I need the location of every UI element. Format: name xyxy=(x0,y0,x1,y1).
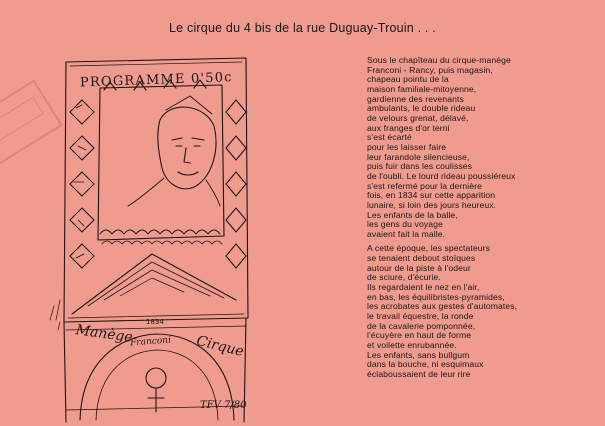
figure xyxy=(146,368,166,412)
sign-year: 1834 xyxy=(146,318,164,326)
poem-line: l'écuyère en haut de forme xyxy=(367,330,472,341)
poem-line: chapeau pointu de la xyxy=(367,74,449,85)
sign-manege: Manège xyxy=(74,322,134,346)
poem-line: Les enfants de la balle, xyxy=(367,209,458,220)
poem-line: s'est refermé pour la dernière xyxy=(367,180,482,191)
poem-line: ambulants, le double rideau xyxy=(367,103,476,114)
poem-line: le travail équestre, la ronde xyxy=(367,311,474,322)
poem-line: pour les laisser faire xyxy=(367,141,447,152)
poem-paragraph-1 xyxy=(367,56,599,239)
poem-line: éclaboussaient de leur rire xyxy=(367,369,471,379)
poem-line: Franconi - Rancy, puis magasin, xyxy=(367,64,493,75)
poem-line: de velours grenat, délavé, xyxy=(367,112,469,123)
poem-line: dans la bouche, ni esquimaux xyxy=(367,359,484,370)
poem-line: de l'oubli. Le lourd rideau poussiéreux xyxy=(367,170,516,181)
left-column-diamonds xyxy=(70,100,94,268)
poem-text xyxy=(367,56,599,380)
poem-line: et voilette enrubannée. xyxy=(367,340,457,351)
frame-outer xyxy=(64,58,248,322)
curtain-fringe xyxy=(100,230,220,234)
poem-line: fois, en 1834 sur cette apparition xyxy=(367,190,496,201)
sign-cirque: Cirque xyxy=(194,332,246,361)
poem-line: leur farandole silencieuse, xyxy=(367,151,470,162)
poem-line: les gens du voyage xyxy=(367,219,443,230)
right-column-diamonds xyxy=(226,100,246,268)
poem-line: puis fuir dans les coulisses xyxy=(367,161,473,172)
poem-line: lunaire, si loin des jours heureux. xyxy=(367,199,497,210)
poem-line: avaient fait la malle. xyxy=(367,228,446,239)
poem-line: gardienne des revenants xyxy=(367,93,464,104)
poem-line: aux franges d'or terni xyxy=(367,122,450,133)
poem-line: les acrobates aux gestes d'automates, xyxy=(367,301,518,312)
poem-line: A cette époque, les spectateurs xyxy=(367,243,491,254)
sign-franconi: Franconi xyxy=(129,335,172,349)
poem-line: de la cavalerie pomponnée, xyxy=(367,320,476,331)
poem-paragraph-2 xyxy=(367,244,599,379)
poem-line: de sciure, d'écurie. xyxy=(367,272,441,283)
poem-line: maison familiale-mitoyenne, xyxy=(367,83,477,94)
banner-text: PROGRAMME 0'50c xyxy=(79,70,233,91)
poem-line: en bas, les équilibristes-pyramides, xyxy=(367,291,505,302)
poem-line: Ils regardaient le nez en l'air, xyxy=(367,282,480,293)
poem-line: se tenaient debout stoïques xyxy=(367,253,476,264)
poem-line: Les enfants, sans bullgum xyxy=(367,349,470,360)
poem-line: Sous le chapîteau du cirque-manège xyxy=(367,55,511,65)
artist-signature: TFV 7/80 xyxy=(200,400,247,411)
poem-line: autour de la piste à l'odeur xyxy=(367,262,471,273)
page-title: Le cirque du 4 bis de la rue Duguay-Trouin . . . xyxy=(169,21,436,35)
poem-line: s'est écarté xyxy=(367,132,412,143)
clown-face xyxy=(128,96,220,206)
